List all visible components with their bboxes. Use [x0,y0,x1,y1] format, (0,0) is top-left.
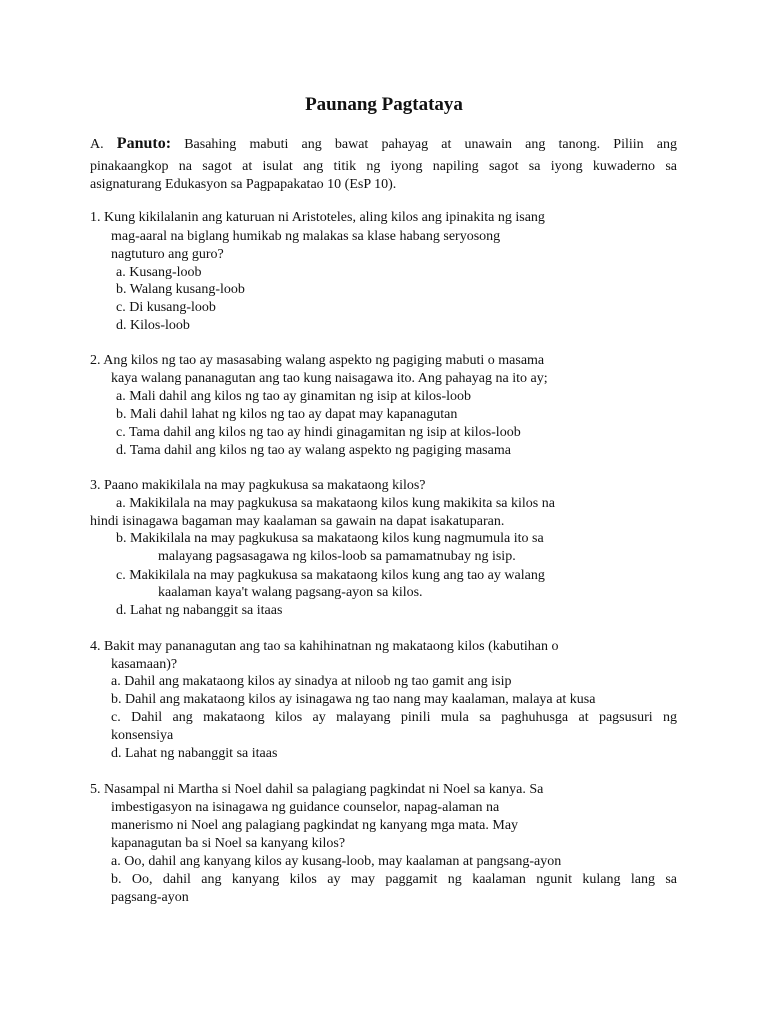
question-4-choice-d: d. Lahat ng nabanggit sa itaas [111,746,278,761]
question-5-choice-b-cont: pagsang-ayon [111,890,189,905]
instructions-text-1: Basahing mabuti ang bawat pahayag at unawain ang tanong. Piliin ang [184,137,678,152]
question-1-choice-d: d. Kilos-loob [116,318,190,333]
question-2-choice-d: d. Tama dahil ang kilos ng tao ay walang aspekto ng pagiging masama [116,443,511,458]
question-5-line-1: 5. Nasampal ni Martha si Noel dahil sa palagiang pagkindat ni Noel sa kanya. Sa [90,782,544,797]
question-1-choice-a: a. Kusang-loob [116,265,202,280]
question-4-line-2: kasamaan)? [111,657,178,672]
question-2-choice-c: c. Tama dahil ang kilos ng tao ay hindi ginagamitan ng isip at kilos-loob [116,425,521,440]
question-2-line-1: 2. Ang kilos ng tao ay masasabing walang aspekto ng pagiging mabuti o masama [90,353,545,368]
question-3-choice-c: c. Makikilala na may pagkukusa sa makataong kilos kung ang tao ay walang [116,568,545,583]
instructions-line-3: asignaturang Edukasyon sa Pagpapakatao 10 (EsP 10). [90,177,397,192]
question-1-choice-b: b. Walang kusang-loob [116,282,245,297]
question-5-choice-b: b. Oo, dahil ang kanyang kilos ay may paggamit ng kaalaman ngunit kulang lang sa [111,872,677,887]
question-4-choice-a: a. Dahil ang makataong kilos ay sinadya at niloob ng tao gamit ang isip [111,674,512,689]
question-5-line-3: manerismo ni Noel ang palagiang pagkindat ng kanyang mga mata. May [111,818,519,833]
question-3-choice-a: a. Makikilala na may pagkukusa sa makataong kilos kung makikita sa kilos na [116,496,555,511]
question-4-choice-c-cont: konsensiya [111,728,174,743]
page-title: Paunang Pagtataya [305,94,463,115]
question-3-line-1: 3. Paano makikilala na may pagkukusa sa makataong kilos? [90,478,426,493]
instructions-line-1 [90,135,677,153]
question-3-choice-d: d. Lahat ng nabanggit sa itaas [116,603,283,618]
question-5-line-4: kapanagutan ba si Noel sa kanyang kilos? [111,836,346,851]
question-2-line-2: kaya walang pananagutan ang tao kung naisagawa ito. Ang pahayag na ito ay; [111,371,548,386]
question-1-line-1: 1. Kung kikilalanin ang katuruan ni Aristoteles, aling kilos ang ipinakita ng isang [90,210,545,225]
question-5-line-2: imbestigasyon na isinagawa ng guidance counselor, napag-alaman na [111,800,500,815]
question-4-choice-b: b. Dahil ang makataong kilos ay isinagawa ng tao nang may kaalaman, malaya at kusa [111,692,596,707]
instructions-letter: A. [90,137,104,152]
question-5-choice-a: a. Oo, dahil ang kanyang kilos ay kusang-loob, may kaalaman at pangsang-ayon [111,854,562,869]
question-2-choice-a: a. Mali dahil ang kilos ng tao ay ginamitan ng isip at kilos-loob [116,389,472,404]
question-4-choice-c: c. Dahil ang makataong kilos ay malayang pinili mula sa paghuhusga at pagsusuri ng [111,710,677,725]
question-4-line-1: 4. Bakit may pananagutan ang tao sa kahihinatnan ng makataong kilos (kabutihan o [90,639,559,654]
question-3-choice-a-cont: hindi isinagawa bagaman may kaalaman sa gawain na dapat isakatuparan. [90,514,505,529]
question-3-choice-b: b. Makikilala na may pagkukusa sa makataong kilos kung nagmumula ito sa [116,531,544,546]
question-3-choice-b-cont: malayang pagsasagawa ng kilos-loob sa pamamatnubay ng isip. [158,549,516,564]
question-2-choice-b: b. Mali dahil lahat ng kilos ng tao ay dapat may kapanagutan [116,407,458,422]
instructions-line-2: pinakaangkop na sagot at isulat ang titik ng iyong napiling sagot sa iyong kuwaderno sa [90,159,677,174]
question-1-line-2: mag-aaral na biglang humikab ng malakas sa klase habang seryosong [111,229,501,244]
question-1-choice-c: c. Di kusang-loob [116,300,216,315]
question-3-choice-c-cont: kaalaman kaya't walang pagsang-ayon sa kilos. [158,585,423,600]
instructions-label: Panuto: [116,135,172,152]
question-1-line-3: nagtuturo ang guro? [111,247,224,262]
